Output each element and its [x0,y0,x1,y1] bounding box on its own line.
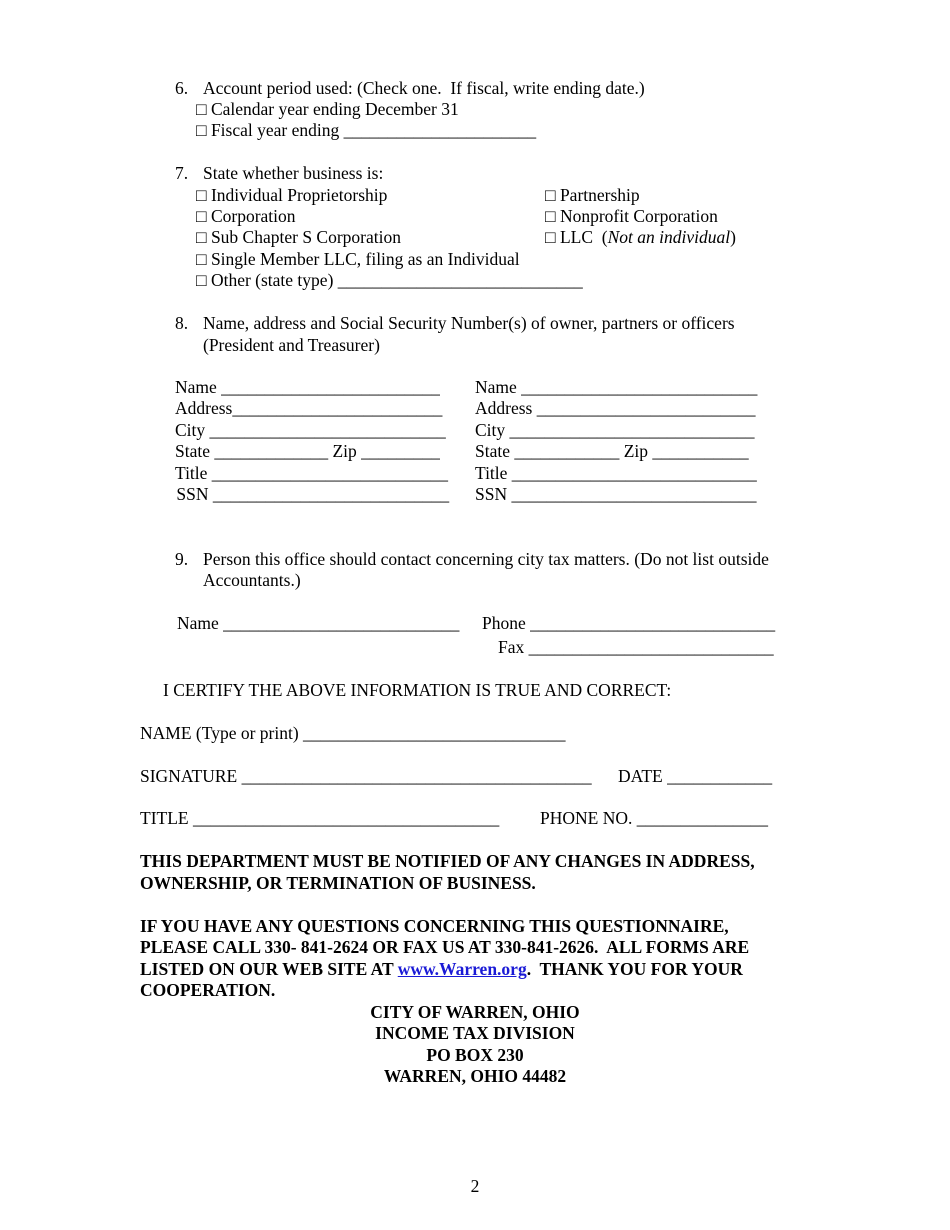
q6-option-calendar[interactable]: □ Calendar year ending December 31 [196,99,459,119]
questions-line2: PLEASE CALL 330- 841-2624 OR FAX US AT 330-841-2626. ALL FORMS ARE [140,937,750,957]
q7-llc-suffix: ) [730,227,736,247]
certify-name-field[interactable]: NAME (Type or print) ______________________________ [140,723,566,743]
certify-phone-field[interactable]: PHONE NO. _______________ [540,808,768,828]
q7-option-partnership[interactable]: □ Partnership [545,185,640,205]
website-link[interactable]: www.Warren.org [397,959,527,979]
q8-left-name-field[interactable]: Name _________________________ [175,377,440,397]
q9-number: 9. [175,549,189,569]
q8-left-state-zip-field[interactable]: State _____________ Zip _________ [175,441,440,461]
certify-signature-field[interactable]: SIGNATURE ________________________________________ [140,766,592,786]
questions-line1: IF YOU HAVE ANY QUESTIONS CONCERNING THIS QUESTIONNAIRE, [140,916,729,936]
address-po-box: PO BOX 230 [426,1045,524,1065]
notice-line2: OWNERSHIP, OR TERMINATION OF BUSINESS. [140,873,536,893]
q8-left-title-field[interactable]: Title ___________________________ [175,463,449,483]
address-city-zip: WARREN, OHIO 44482 [383,1066,567,1086]
q8-right-ssn-field[interactable]: SSN ____________________________ [475,484,757,504]
q9-name-field[interactable]: Name ___________________________ [177,613,460,633]
notice-line1: THIS DEPARTMENT MUST BE NOTIFIED OF ANY CHANGES IN ADDRESS, [140,851,755,871]
questions-line4: COOPERATION. [140,980,276,1000]
q8-right-title-field[interactable]: Title ____________________________ [475,463,757,483]
q7-option-corporation[interactable]: □ Corporation [196,206,296,226]
address-city: CITY OF WARREN, OHIO [370,1002,580,1022]
q7-option-single-member-llc[interactable]: □ Single Member LLC, filing as an Individual [196,249,520,269]
q7-option-other[interactable]: □ Other (state type) ____________________________ [196,270,583,290]
q7-option-llc[interactable] [545,227,736,248]
questions-line3 [140,959,743,980]
q6-number: 6. [175,78,189,98]
q8-left-city-field[interactable]: City ___________________________ [175,420,446,440]
page-number: 2 [470,1176,480,1196]
questions-line3-prefix: LISTED ON OUR WEB SITE AT [140,959,398,979]
q9-fax-field[interactable]: Fax ____________________________ [498,637,774,657]
q8-left-ssn-field[interactable]: SSN ___________________________ [172,484,450,504]
q7-option-sub-chapter-s[interactable]: □ Sub Chapter S Corporation [196,227,402,247]
certify-title-field[interactable]: TITLE ___________________________________ [140,808,500,828]
q8-left-address-field[interactable]: Address________________________ [175,398,443,418]
questions-line3-suffix: . THANK YOU FOR YOUR [526,959,743,979]
q8-number: 8. [175,313,189,333]
q9-question-line2: Accountants.) [203,570,301,590]
q8-right-name-field[interactable]: Name ___________________________ [475,377,758,397]
q9-phone-field[interactable]: Phone ____________________________ [482,613,776,633]
address-division: INCOME TAX DIVISION [375,1023,575,1043]
q7-llc-note: Not an individual [607,227,731,247]
q8-question-line2: (President and Treasurer) [203,335,380,355]
q7-question: State whether business is: [203,163,384,183]
q9-question-line1: Person this office should contact concerning city tax matters. (Do not list outside [203,549,769,569]
q6-question: Account period used: (Check one. If fiscal, write ending date.) [203,78,645,98]
q7-option-individual-proprietorship[interactable]: □ Individual Proprietorship [196,185,388,205]
certify-date-field[interactable]: DATE ____________ [618,766,773,786]
q7-llc-prefix: □ LLC ( [545,227,608,247]
certify-heading: I CERTIFY THE ABOVE INFORMATION IS TRUE AND CORRECT: [163,680,672,700]
q8-right-address-field[interactable]: Address _________________________ [475,398,756,418]
q7-option-nonprofit[interactable]: □ Nonprofit Corporation [545,206,718,226]
q6-option-fiscal[interactable]: □ Fiscal year ending ______________________ [196,120,537,140]
q8-right-state-zip-field[interactable]: State ____________ Zip ___________ [475,441,749,461]
q8-question-line1: Name, address and Social Security Number(s) of owner, partners or officers [203,313,735,333]
q8-right-city-field[interactable]: City ____________________________ [475,420,755,440]
q7-number: 7. [175,163,189,183]
